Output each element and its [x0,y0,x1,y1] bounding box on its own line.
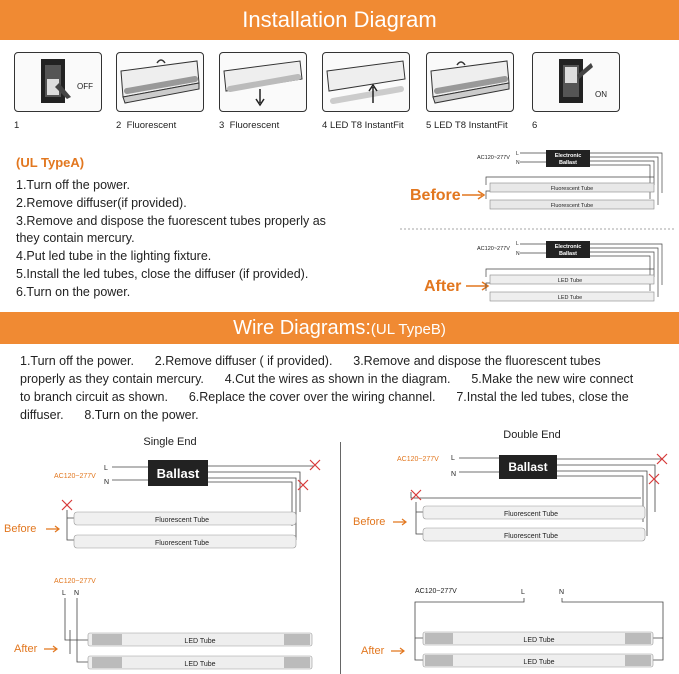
l-text: L [104,465,108,472]
instruction-line: 5.Install the led tubes, close the diffuser (if provided). [16,266,309,281]
wire-diagrams-subtitle: (UL TypeB) [370,321,446,338]
fluorescent-fixture-illustration [116,52,204,112]
arrow-right-icon [391,648,404,654]
switch-on-icon [533,53,619,111]
led-tube-label: LED Tube [523,637,555,644]
n-text: N [74,590,80,597]
fluorescent-tube-label: Fluorescent Tube [503,533,559,540]
step-5 [426,52,514,131]
step-6 [532,52,620,131]
step-3-num: 3 [219,120,225,131]
installation-banner [0,0,679,40]
switch-on-text: ON [595,90,607,99]
arrow-right-icon [44,646,57,652]
n-text: N [516,251,520,257]
type-a-before-voltage: AC120~277V [477,155,510,161]
l-text: L [62,590,66,597]
fluorescent-tube-label: Fluorescent Tube [503,511,559,518]
double-end-diagram [341,422,679,674]
step-4-num: 4 [322,120,328,131]
cut-wire-icon [298,460,320,490]
led-tube-label: LED Tube [557,278,583,284]
ballast-text: Ballast [558,251,578,257]
fluorescent-tube-label: Fluorescent Tube [154,517,210,524]
step-1 [14,52,102,131]
step-1-num: 1 [14,120,20,131]
step-4 [322,52,410,131]
type-a-after-label: After [424,278,462,295]
l-text: L [516,241,519,247]
fixture-installed-icon [427,53,513,111]
step-6-num: 6 [532,120,538,131]
type-a-before-label: Before [410,187,461,204]
arrow-right-icon [46,526,59,532]
type-a-instructions [16,177,361,302]
fluorescent-tube-label: Fluorescent Tube [550,203,594,209]
instruction-line: 3.Remove and dispose the fuorescent tubes properly as [16,213,326,228]
steps-row [14,52,674,138]
insert-led-illustration [322,52,410,112]
switch-off-illustration [14,52,102,112]
single-end-diagram [0,430,338,674]
fixture-icon [117,53,203,111]
fixture-insert-icon [323,53,409,111]
type-a-diagram [400,145,675,310]
led-tube-label: LED Tube [184,638,216,645]
cut-wire-icon [62,500,72,510]
double-end-before-label: Before [353,516,386,528]
ballast-text: Ballast [156,466,200,481]
led-tube-label: LED Tube [523,659,555,666]
ballast-text: Ballast [558,160,578,166]
wire-instruction-line: to branch circuit as shown. 6.Replace the cover over the wiring channel. 7.Instal the led tubes, close the [20,390,629,404]
step-5-label: LED T8 InstantFit [433,120,508,131]
type-a-after-voltage: AC120~277V [477,246,510,252]
arrow-right-icon [393,519,406,525]
double-end-voltage: AC120~277V [397,456,439,463]
single-end-title: Single End [143,436,197,448]
n-text: N [104,479,110,486]
double-end-title: Double End [503,429,561,441]
wire-instruction-line: 1.Turn off the power. 2.Remove diffuser ( if provided). 3.Remove and dispose the fluorescent tubes [20,354,601,368]
step-5-num: 5 [426,120,432,131]
instruction-line: they contain mercury. [16,231,135,246]
n-text: N [559,589,565,596]
switch-off-icon [15,53,101,111]
instruction-line: 2.Remove diffuser(if provided). [16,195,187,210]
single-end-before-label: Before [4,523,37,535]
single-end-after-label: After [14,643,38,655]
ballast-text: Electronic [554,244,582,250]
ballast-text: Electronic [554,153,582,159]
step-2-num: 2 [116,120,122,131]
instruction-line: 4.Put led tube in the lighting fixture. [16,249,212,264]
wire-diagrams-title: Wire Diagrams: [233,317,371,339]
single-end-after-voltage: AC120~277V [54,578,96,585]
n-text: N [516,160,520,166]
step-2 [116,52,204,131]
step-3 [219,52,307,131]
step-3-label: Fluorescent [229,120,280,131]
type-a-title: (UL TypeA) [16,155,85,170]
arrow-right-icon [466,282,488,290]
remove-tube-illustration [219,52,307,112]
double-end-after-voltage: AC120~277V [415,588,457,595]
single-end-voltage: AC120~277V [54,473,96,480]
step-4-label: LED T8 InstantFit [329,120,404,131]
led-tube-label: LED Tube [184,661,216,668]
arrow-right-icon [462,191,484,199]
l-text: L [451,455,455,462]
switch-off-text: OFF [77,82,93,91]
wire-instruction-line: properly as they contain mercury. 4.Cut the wires as shown in the diagram. 5.Make the new wire connect [20,372,634,386]
n-text: N [451,471,457,478]
wire-diagrams-banner [0,312,679,344]
wire-instruction-line: diffuser. 8.Turn on the power. [20,408,199,422]
ballast-text: Ballast [508,460,548,474]
l-text: L [516,151,519,157]
installation-title: Installation Diagram [242,7,437,32]
l-text: L [521,589,525,596]
led-tube-label: LED Tube [557,295,583,301]
step-2-label: Fluorescent [126,120,177,131]
wire-instructions [20,352,670,424]
instruction-line: 1.Turn off the power. [16,178,130,192]
instruction-line: 6.Turn on the power. [16,284,131,299]
switch-on-illustration [532,52,620,112]
fluorescent-tube-label: Fluorescent Tube [550,186,594,192]
installed-led-illustration [426,52,514,112]
fluorescent-tube-label: Fluorescent Tube [154,540,210,547]
double-end-after-label: After [361,645,385,657]
cut-wire-icon [649,454,667,484]
cut-wire-icon [411,490,421,500]
fixture-remove-icon [220,53,306,111]
